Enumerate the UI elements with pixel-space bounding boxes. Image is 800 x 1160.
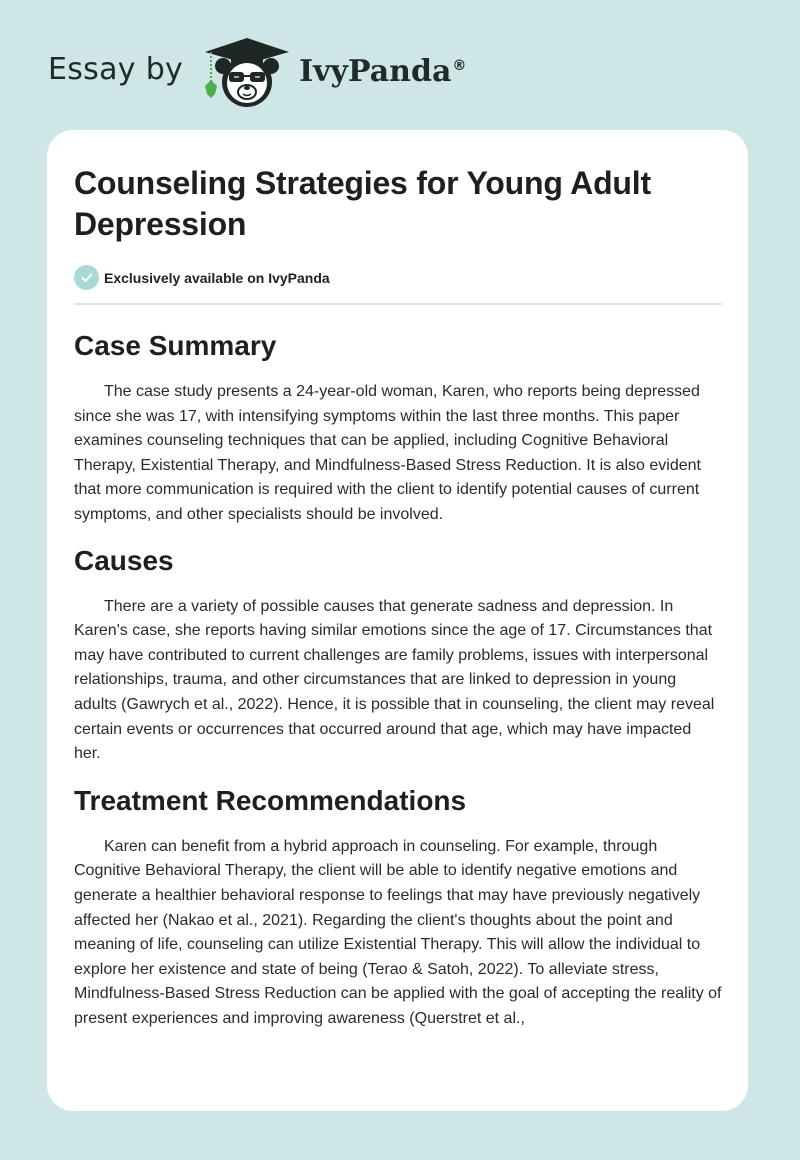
section-heading: Causes [74, 544, 174, 576]
section-treatment-recommendations [74, 783, 722, 1032]
section-heading: Case Summary [74, 330, 277, 361]
section-causes [74, 543, 722, 767]
section-paragraph: Karen can benefit from a hybrid approach in counseling. For example, through Cognitive Behavioral Therapy, the client will be able to identify negative emotions and generate a healthier behavioral response to feelings that may have previously negatively affected her (Nakao et al., 2021). Regarding the client's thoughts about the point and meaning of life, counseling can utilize Existential Therapy. This will allow the individual to explore her existence and state of being (Terao & Satoh, 2022). To alleviate stress, Mindfulness-Based Stress Reduction can be applied with the goal of accepting the reality of present experiences and improving awareness (Querstret et al., [74, 837, 722, 1027]
essay-card [47, 130, 748, 1111]
brand-name-text: IvyPanda [299, 53, 452, 89]
brand-header [48, 32, 466, 112]
exclusive-badge [74, 265, 722, 290]
section-case-summary [74, 328, 722, 528]
exclusive-label: Exclusively available on IvyPanda [104, 269, 330, 286]
divider [74, 303, 722, 305]
check-circle-icon [74, 265, 99, 290]
brand-prefix: Essay by [48, 51, 184, 87]
section-heading: Treatment Recommendations [74, 784, 467, 816]
page-title: Counseling Strategies for Young Adult Depression [74, 165, 651, 242]
panda-graduation-cap-icon [201, 34, 293, 110]
brand-name [299, 54, 466, 89]
section-paragraph: There are a variety of possible causes that generate sadness and depression. In Karen's case, she reports having similar emotions since the age of 17. Circumstances that may have contributed to current challenges are family problems, issues with interpersonal relationships, trauma, and other circumstances that are linked to depression in young adults (Gawrych et al., 2022). Hence, it is possible that in counseling, the client may reveal certain events or occurrences that occurred around that age, which may have impacted her. [74, 597, 715, 763]
section-paragraph: The case study presents a 24-year-old woman, Karen, who reports being depressed since she was 17, with intensifying symptoms within the last three months. This paper examines counseling techniques that can be applied, including Cognitive Behavioral Therapy, Existential Therapy, and Mindfulness-Based Stress Reduction. It is also evident that more communication is required with the client to identify potential causes of current symptoms, and other specialists should be involved. [74, 383, 701, 523]
registered-mark: ® [452, 57, 467, 74]
